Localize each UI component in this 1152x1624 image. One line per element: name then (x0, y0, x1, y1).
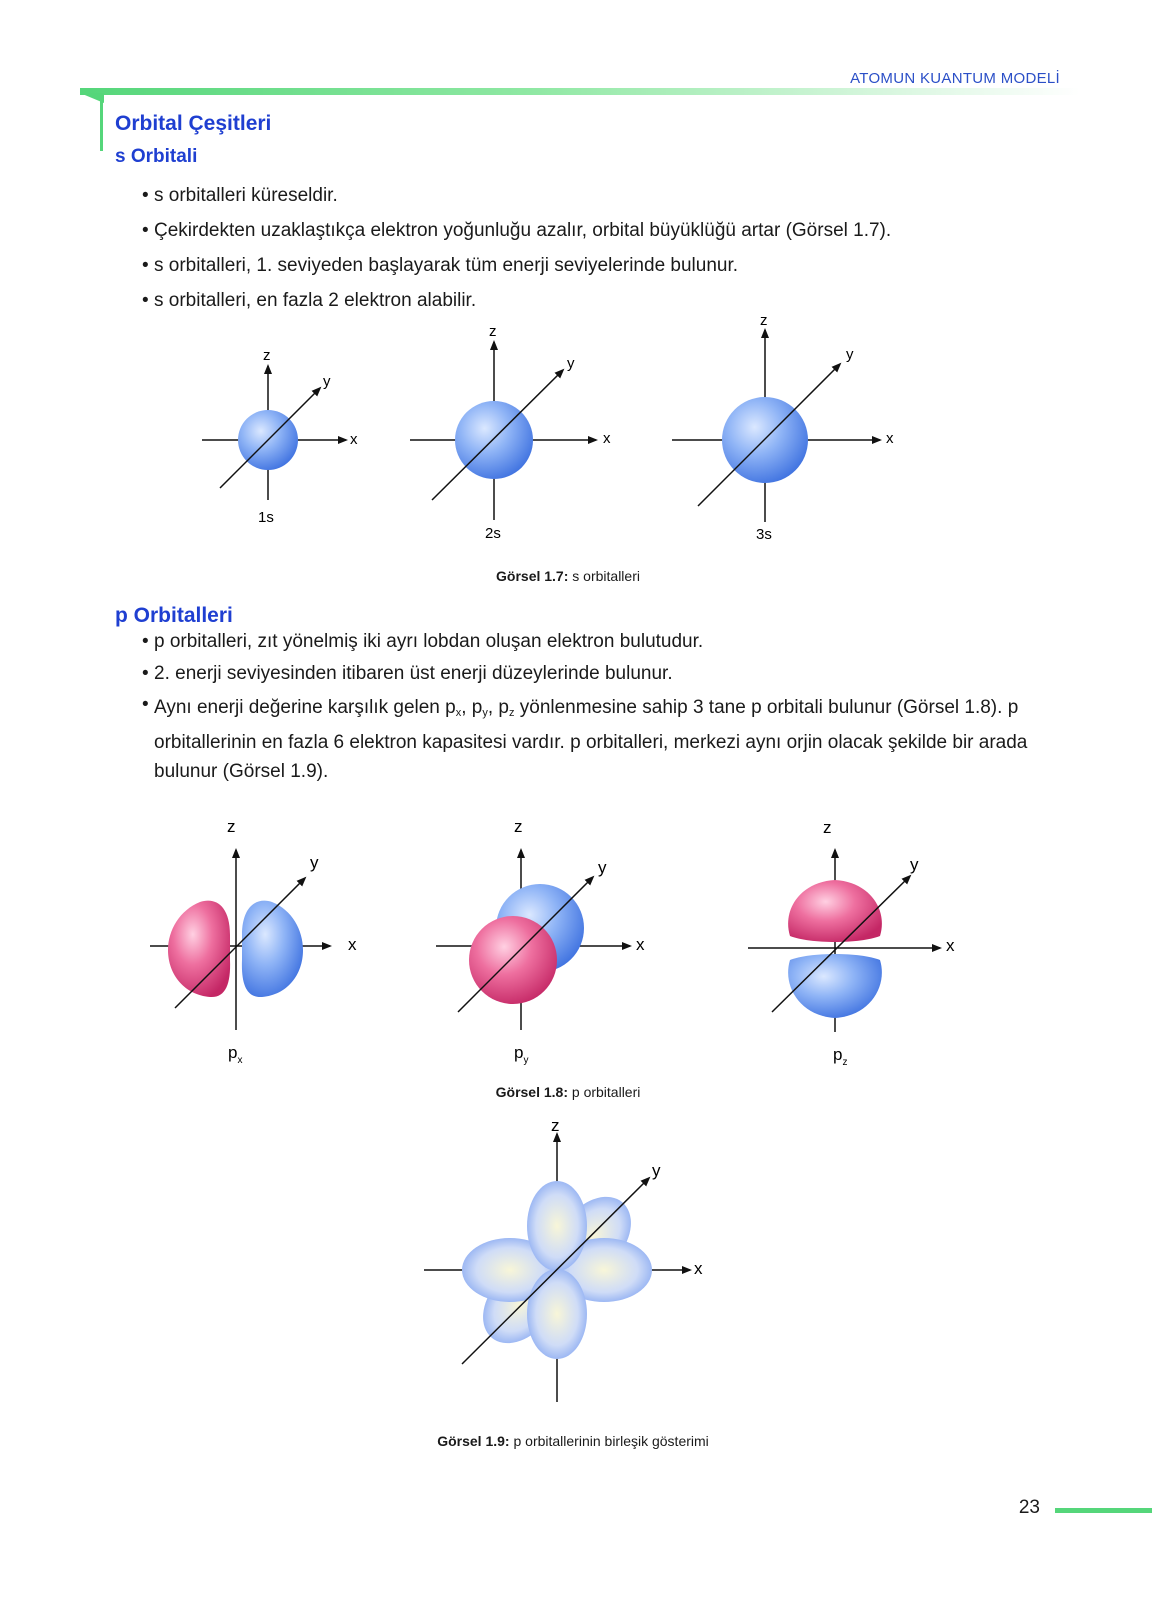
s-orbitals-figure (0, 310, 1152, 560)
svg-text:z: z (227, 817, 236, 836)
bullet-item: • s orbitalleri, 1. seviyeden başlayarak tüm enerji seviyelerinde bulunur. (142, 248, 1042, 283)
orbital-2s (410, 323, 611, 542)
bullet-item: • s orbitalleri küreseldir. (142, 178, 1042, 213)
lobe-top (788, 880, 882, 942)
svg-text:x: x (946, 936, 955, 955)
figure-caption-1-9 (323, 1433, 823, 1449)
svg-text:z: z (551, 1116, 560, 1135)
lobe-negative (168, 901, 230, 997)
figure-caption-1-7 (368, 568, 768, 584)
svg-text:y: y (310, 853, 319, 872)
svg-text:y: y (598, 858, 607, 877)
svg-text:z: z (823, 818, 832, 837)
p-orbital-heading: p Orbitalleri (115, 604, 233, 627)
section-title: Orbital Çeşitleri (115, 112, 272, 135)
svg-text:y: y (910, 855, 919, 874)
header-accent-bar (80, 88, 1080, 95)
orbital-px (150, 817, 357, 1066)
axis-label-y: y (846, 346, 854, 363)
lobe-front (469, 916, 557, 1004)
svg-text:z: z (514, 817, 523, 836)
orbital-py (436, 817, 645, 1066)
lobe-positive (242, 901, 303, 997)
axis-label-y: y (567, 355, 575, 372)
p-orbitals-figure (0, 810, 1152, 1080)
axis-label-z: z (263, 347, 271, 364)
orbital-pz (748, 818, 955, 1068)
bullet-item: • Çekirdekten uzaklaştıkça elektron yoğunluğu azalır, orbital büyüklüğü artar (Görsel 1.7). (142, 213, 1042, 248)
axis-label-z: z (760, 312, 768, 329)
orbital-label-1s: 1s (258, 509, 274, 526)
page-number: 23 (1018, 1497, 1040, 1518)
axis-label-y: y (323, 373, 331, 390)
axis-label-x: x (603, 430, 611, 447)
bullet-item: • p orbitalleri, zıt yönelmiş iki ayrı lobdan oluşan elektron bulutudur. (142, 626, 1042, 658)
combined-p-orbitals-figure (400, 1110, 730, 1410)
svg-text:x: x (348, 935, 357, 954)
caption-text: p orbitalleri (568, 1084, 641, 1100)
caption-label: Görsel 1.9: (437, 1433, 510, 1449)
s-sphere (455, 401, 533, 479)
lobe (527, 1181, 587, 1271)
lobe-bottom (788, 954, 882, 1018)
orbital-1s (202, 347, 358, 526)
section-accent-line (100, 95, 103, 151)
axis-label-x: x (886, 430, 894, 447)
orbital-label-py: $p_y$ (514, 1043, 529, 1066)
caption-text: p orbitallerinin birleşik gösterimi (509, 1433, 709, 1449)
caption-label: Görsel 1.8: (495, 1084, 568, 1100)
running-header: ATOMUN KUANTUM MODELİ (850, 70, 1060, 87)
combined-orbitals (424, 1116, 703, 1402)
axis-label-x: x (350, 431, 358, 448)
orbital-label-px: $p_x$ (228, 1043, 243, 1066)
bullet-item: • 2. enerji seviyesinden itibaren üst enerji düzeylerinde bulunur. (142, 658, 1042, 690)
svg-text:x: x (636, 935, 645, 954)
s-orbital-heading: s Orbitali (115, 146, 198, 167)
bullet-item: • Aynı enerji değerine karşılık gelen $p_x$, $p_y$, $p_z$ yönlenmesine sahip 3 tane p orbitali bulunur (Görsel 1.8). p orbitallerinin en fazla 6 elektron kapasitesi vardır. p orbitalleri, merkezi aynı orjin olacak şekilde bir arada bulunur (Görsel 1.9). (142, 690, 1042, 786)
figure-caption-1-8 (368, 1084, 768, 1100)
orbital-label-3s: 3s (756, 526, 772, 543)
svg-text:x: x (694, 1259, 703, 1278)
s-orbital-bullets (142, 178, 1042, 318)
lobe (527, 1269, 587, 1359)
axis-label-z: z (489, 323, 497, 340)
svg-text:y: y (652, 1161, 661, 1180)
orbital-3s (672, 312, 894, 543)
caption-label: Görsel 1.7: (496, 568, 569, 584)
orbital-label-2s: 2s (485, 525, 501, 542)
caption-text: s orbitalleri (568, 568, 640, 584)
footer-accent-bar (1055, 1508, 1152, 1513)
bullet-item: • s orbitalleri, en fazla 2 elektron alabilir. (142, 283, 1042, 318)
p-orbital-bullets (142, 626, 1042, 786)
orbital-label-pz: $p_z$ (833, 1045, 848, 1068)
